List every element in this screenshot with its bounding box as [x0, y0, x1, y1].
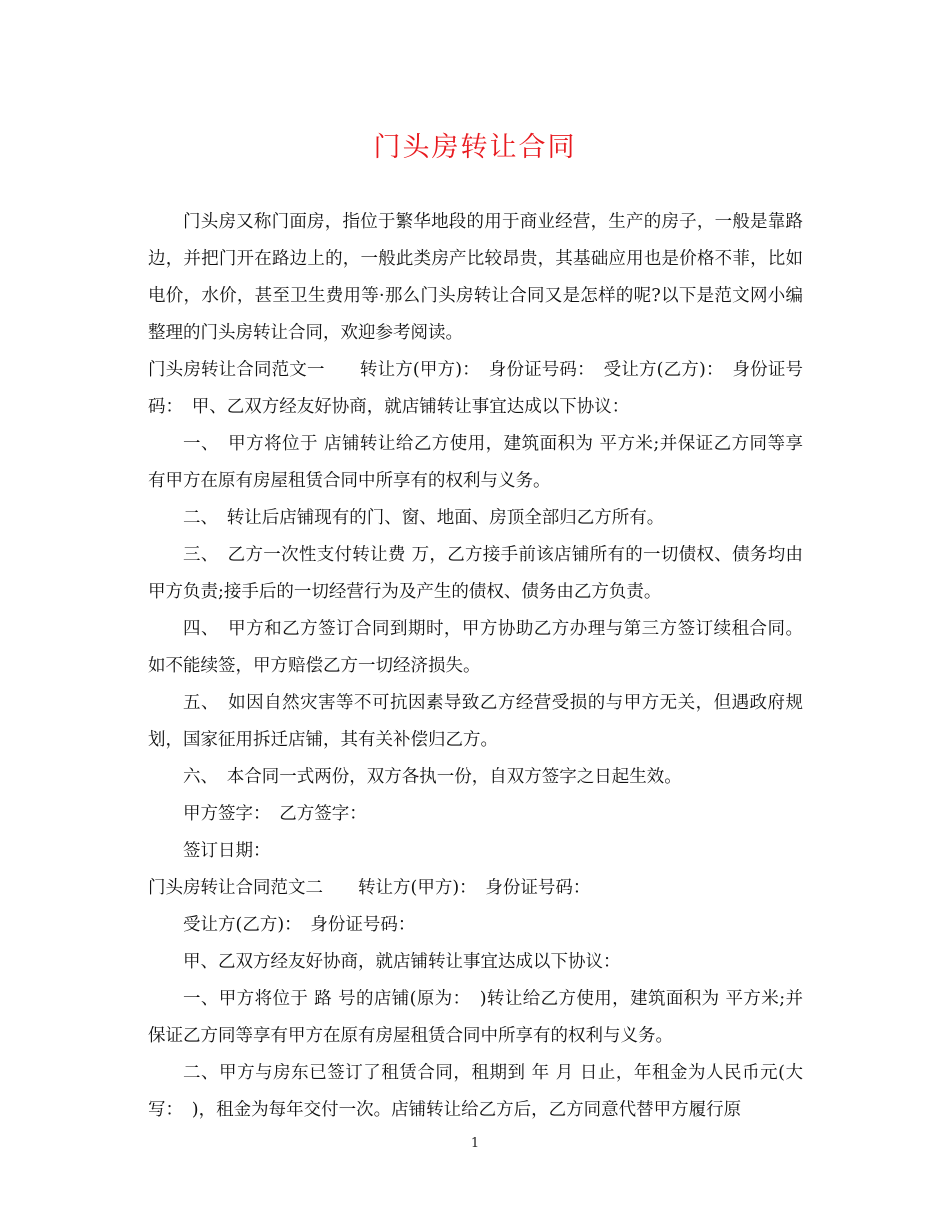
paragraph-sign-date: 签订日期：: [183, 841, 271, 861]
paragraph-signatures: 甲方签字： 乙方签字：: [183, 804, 367, 824]
document-body: [148, 204, 803, 1129]
paragraph-clause-1: 一、 甲方将位于 店铺转让给乙方使用，建筑面积为 平方米;并保证乙方同等享有甲方在原有房屋租赁合同中所享有的权利与义务。: [148, 434, 803, 491]
paragraph-clause-4: 四、 甲方和乙方签订合同到期时，甲方协助乙方办理与第三方签订续租合同。如不能续签，甲方赔偿乙方一切经济损失。: [148, 619, 803, 676]
paragraph-sample-one-header: 门头房转让合同范文一 转让方(甲方)： 身份证号码： 受让方(乙方)： 身份证号码： 甲、乙双方经友好协商，就店铺转让事宜达成以下协议：: [148, 360, 803, 417]
paragraph-two-clause-1: 一、甲方将位于 路 号的店铺(原为： )转让给乙方使用，建筑面积为 平方米;并保证乙方同等享有甲方在原有房屋租赁合同中所享有的权利与义务。: [148, 989, 803, 1046]
paragraph-clause-3: 三、 乙方一次性支付转让费 万，乙方接手前该店铺所有的一切债权、债务均由甲方负责;接手后的一切经营行为及产生的债权、债务由乙方负责。: [148, 545, 803, 602]
paragraph-clause-5: 五、 如因自然灾害等不可抗因素导致乙方经营受损的与甲方无关，但遇政府规划，国家征用拆迁店铺，其有关补偿归乙方。: [148, 693, 803, 750]
paragraph-clause-2: 二、 转让后店铺现有的门、窗、地面、房顶全部归乙方所有。: [183, 508, 665, 528]
paragraph-clause-6: 六、 本合同一式两份，双方各执一份，自双方签字之日起生效。: [183, 767, 682, 787]
paragraph-transferee: 受让方(乙方)： 身份证号码：: [183, 915, 416, 935]
document-title: 门头房转让合同: [373, 132, 577, 163]
paragraph-two-clause-2: 二、甲方与房东已签订了租赁合同，租期到 年 月 日止，年租金为人民币元(大写： )，租金为每年交付一次。店铺转让给乙方后，乙方同意代替甲方履行原: [148, 1063, 803, 1120]
page-number: 1: [470, 1136, 480, 1151]
paragraph-agreement: 甲、乙双方经友好协商，就店铺转让事宜达成以下协议：: [183, 952, 621, 972]
paragraph-sample-two-header: 门头房转让合同范文二 转让方(甲方)： 身份证号码：: [148, 878, 591, 898]
paragraph-intro: 门头房又称门面房，指位于繁华地段的用于商业经营，生产的房子，一般是靠路边，并把门开在路边上的，一般此类房产比较昂贵，其基础应用也是价格不菲，比如电价，水价，甚至卫生费用等·那么门头房转让合同又是怎样的呢?以下是范文网小编整理的门头房转让合同，欢迎参考阅读。: [148, 212, 803, 343]
